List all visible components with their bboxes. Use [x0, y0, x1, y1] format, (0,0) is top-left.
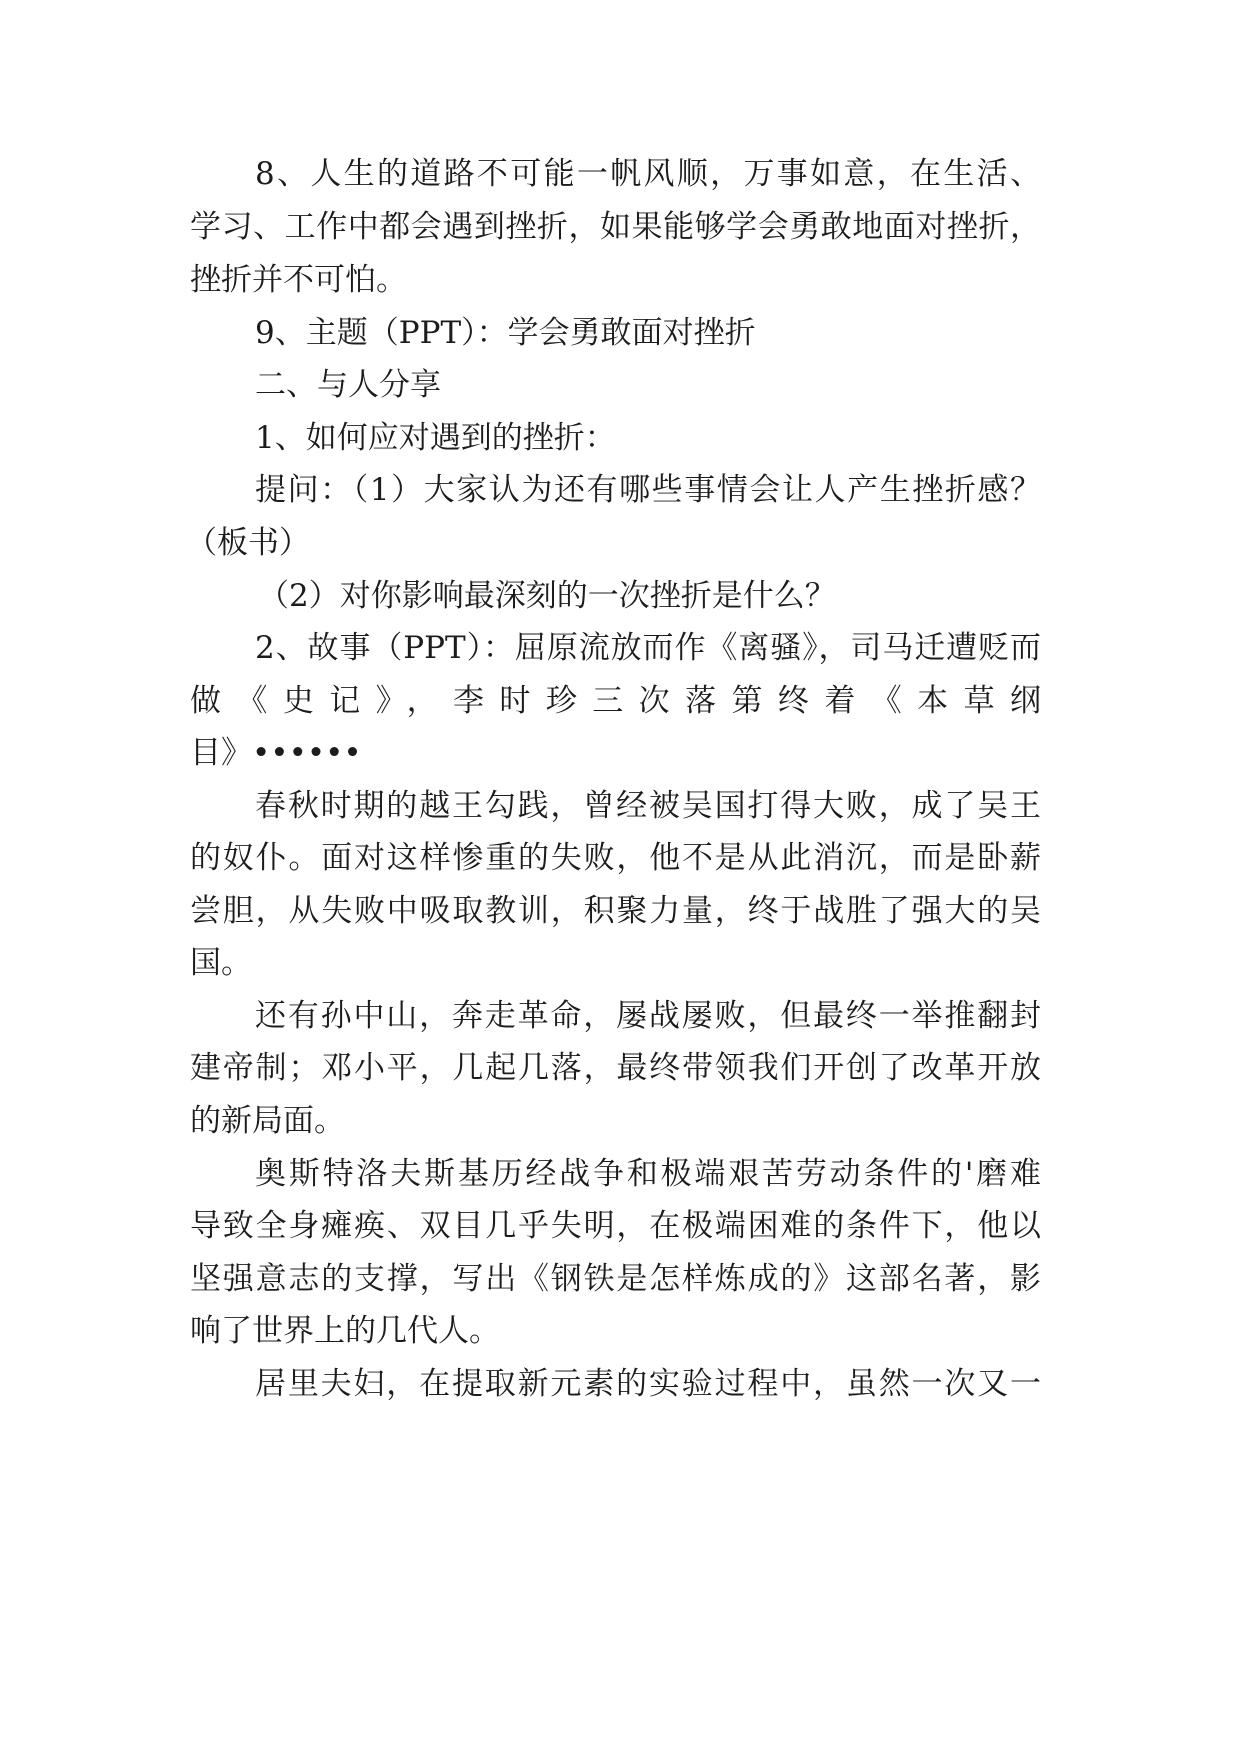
text-line: 尝胆，从失败中吸取教训，积聚力量，终于战胜了强大的吴 [190, 893, 1041, 929]
text-line: （2）对你影响最深刻的一次挫折是什么？ [258, 578, 836, 614]
text-line: 奥斯特洛夫斯基历经战争和极端艰苦劳动条件的'磨难 [255, 1156, 1041, 1192]
text-line: 还有孙中山，奔走革命，屡战屡败，但最终一举推翻封 [255, 998, 1041, 1034]
text-line: 8、人生的道路不可能一帆风顺，万事如意，在生活、 [255, 156, 1041, 192]
text-line: 1、如何应对遇到的挫折： [255, 420, 616, 456]
text-line: （板书） [186, 525, 310, 561]
text-line: 9、主题（PPT）：学会勇敢面对挫折 [255, 315, 756, 351]
text-line: 提问：（1）大家认为还有哪些事情会让人产生挫折感？ [255, 472, 1041, 508]
text-line: 导致全身瘫痪、双目几乎失明，在极端困难的条件下，他以 [190, 1208, 1041, 1244]
text-line: 春秋时期的越王勾践，曾经被吴国打得大败，成了吴王 [255, 788, 1041, 824]
text-line: 的新局面。 [190, 1103, 345, 1139]
text-line: 的奴仆。面对这样惨重的失败，他不是从此消沉，而是卧薪 [190, 840, 1041, 876]
text-line: 目》•••••• [190, 735, 362, 771]
text-line: 建帝制；邓小平，几起几落，最终带领我们开创了改革开放 [190, 1050, 1041, 1086]
text-line: 国。 [190, 945, 252, 981]
text-line: 居里夫妇，在提取新元素的实验过程中，虽然一次又一 [255, 1366, 1041, 1402]
text-line: 坚强意志的支撑，写出《钢铁是怎样炼成的》这部名著，影 [190, 1261, 1041, 1297]
text-line: 2、故事（PPT）：屈原流放而作《离骚》，司马迁遭贬而 [255, 630, 1041, 666]
text-line: 响了世界上的几代人。 [190, 1313, 500, 1349]
text-line: 挫折并不可怕。 [190, 262, 407, 298]
section-heading: 二、与人分享 [255, 367, 441, 403]
text-line: 做《史记》，李时珍三次落第终着《本草纲 [190, 683, 1041, 719]
text-line: 学习、工作中都会遇到挫折，如果能够学会勇敢地面对挫折， [190, 209, 1041, 245]
